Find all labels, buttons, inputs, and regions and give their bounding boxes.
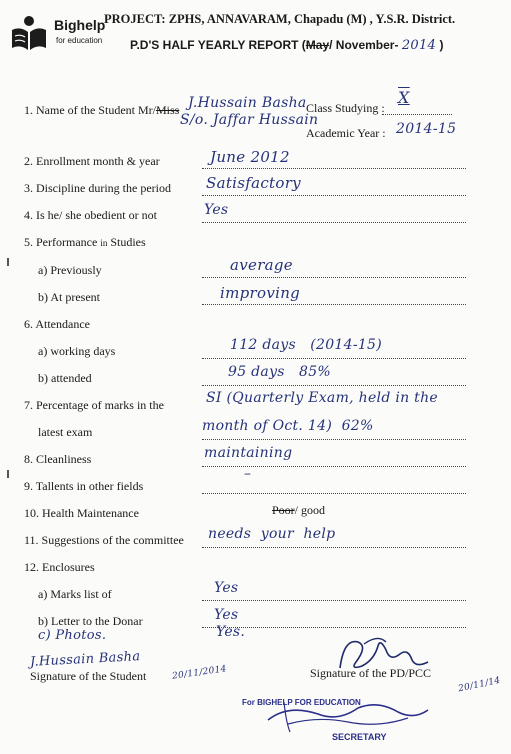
enclosures-label: 12. Enclosures	[24, 560, 95, 574]
stamp-org: For BIGHELP FOR EDUCATION	[242, 698, 361, 707]
talents-value: –	[244, 466, 252, 482]
suggestions-dots	[202, 547, 466, 548]
attended-value: 95 days 85%	[228, 364, 332, 380]
marks-dots	[202, 439, 466, 440]
at-present-label: b) At present	[38, 290, 100, 304]
father-name-value: S/o. Jaffar Hussain	[180, 112, 319, 128]
discipline-dots	[202, 195, 466, 196]
name-label-struck: Miss	[155, 103, 180, 117]
marks-value-2: month of Oct. 14) 62%	[202, 418, 374, 434]
academic-year-label: Academic Year :	[306, 126, 386, 140]
name-label	[24, 103, 179, 118]
marks-list-value: Yes	[214, 580, 239, 596]
enrollment-dots	[202, 168, 466, 169]
class-label: Class Studying :	[306, 101, 385, 115]
photos-label: c) Photos.	[38, 628, 107, 643]
marks-list-label: a) Marks list of	[38, 587, 112, 601]
report-year: 2014	[401, 38, 437, 53]
performance-label-b: Studies	[110, 235, 146, 249]
marks-list-dots	[202, 600, 466, 601]
logo-name: Bighelp	[54, 17, 106, 33]
performance-label	[24, 235, 146, 250]
obedient-value: Yes	[204, 202, 229, 218]
obedient-label: 4. Is he/ she obedient or not	[24, 208, 157, 222]
marks-label-2: latest exam	[38, 425, 93, 439]
previously-label: a) Previously	[38, 263, 102, 277]
previously-value: average	[230, 256, 293, 274]
at-present-dots	[202, 304, 466, 305]
stamp-title: SECRETARY	[332, 732, 387, 742]
health-label: 10. Health Maintenance	[24, 506, 139, 520]
bighelp-logo	[8, 14, 50, 52]
attended-label: b) attended	[38, 371, 92, 385]
report-title-close: )	[439, 38, 444, 52]
previously-dots	[202, 277, 466, 278]
punch-mark-top	[7, 258, 9, 266]
health-value	[272, 503, 325, 518]
suggestions-label: 11. Suggestions of the committee	[24, 533, 184, 547]
date-right: 20/11/14	[457, 675, 502, 695]
discipline-value: Satisfactory	[206, 174, 301, 192]
academic-year-value: 2014-15	[396, 121, 457, 137]
student-signature: J.Hussain Basha	[29, 649, 141, 670]
suggestions-value: needs your help	[208, 526, 336, 542]
cleanliness-value: maintaining	[204, 445, 293, 461]
performance-label-in: in	[100, 238, 108, 248]
talents-dots	[202, 493, 466, 494]
photos-value: Yes.	[216, 624, 246, 640]
class-value: X	[398, 88, 410, 107]
date-left: 20/11/2014	[171, 664, 228, 682]
report-title	[130, 38, 443, 53]
enrollment-label: 2. Enrollment month & year	[24, 154, 160, 168]
cleanliness-dots	[202, 466, 466, 467]
talents-label: 9. Tallents in other fields	[24, 479, 144, 493]
performance-label-a: 5. Performance	[24, 235, 98, 249]
report-title-struck: May	[305, 38, 330, 52]
logo-tagline: for education	[56, 36, 103, 45]
student-name-value: J.Hussain Basha	[188, 95, 307, 111]
marks-value-1: SI (Quarterly Exam, held in the	[206, 390, 439, 406]
project-title: PROJECT: ZPHS, ANNAVARAM, Chapadu (M) , Y.S.R. District.	[104, 12, 456, 26]
cleanliness-label: 8. Cleanliness	[24, 452, 92, 466]
working-days-value: 112 days (2014-15)	[230, 337, 383, 353]
student-signature-label: Signature of the Student	[30, 669, 147, 683]
attended-dots	[202, 385, 466, 386]
attendance-label: 6. Attendance	[24, 317, 90, 331]
obedient-dots	[202, 222, 466, 223]
working-days-label: a) working days	[38, 344, 116, 358]
report-title-prefix: P.D'S HALF YEARLY REPORT (	[130, 38, 306, 52]
health-good: / good	[294, 503, 326, 517]
at-present-value: improving	[220, 284, 301, 302]
letter-value: Yes	[214, 607, 239, 623]
secretary-stamp	[228, 692, 448, 752]
name-label-text: 1. Name of the Student Mr/	[24, 103, 156, 117]
enrollment-value: June 2012	[210, 148, 290, 166]
discipline-label: 3. Discipline during the period	[24, 181, 171, 195]
health-struck: Poor	[272, 503, 295, 517]
working-days-dots	[202, 358, 466, 359]
report-title-mid: / November-	[329, 38, 399, 52]
marks-label-1: 7. Percentage of marks in the	[24, 398, 164, 412]
letter-label: b) Letter to the Donar	[38, 614, 143, 628]
pd-signature-label: Signature of the PD/PCC	[310, 666, 432, 680]
punch-mark-bottom	[7, 470, 9, 478]
class-dots	[382, 114, 452, 115]
